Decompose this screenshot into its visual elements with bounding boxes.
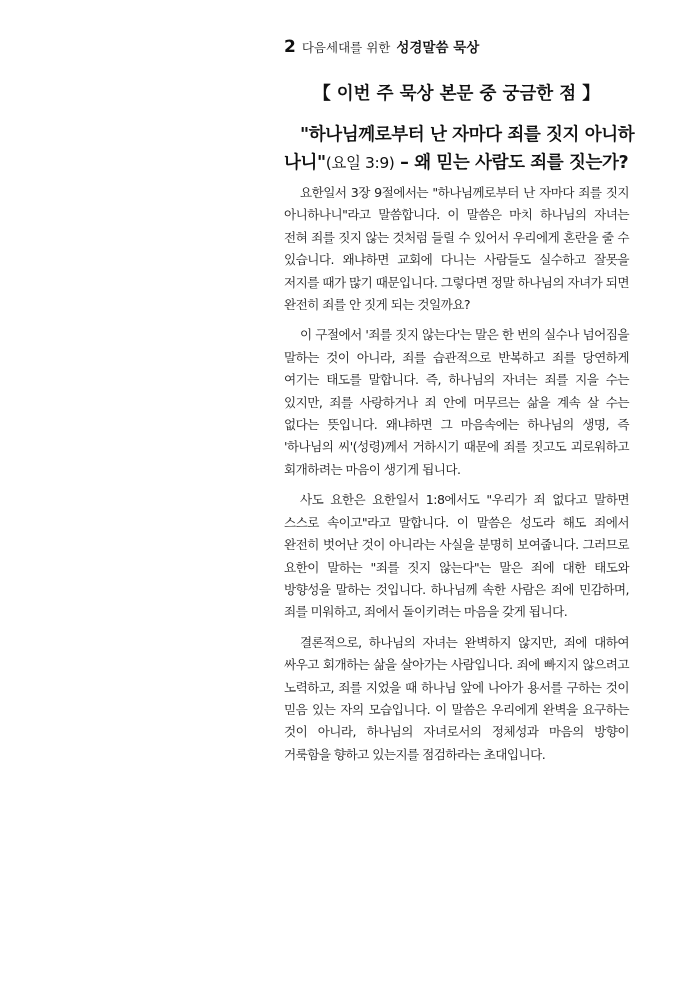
paragraph: 요한일서 3장 9절에서는 "하나님께로부터 난 자마다 죄를 짓지 아니하나니"라고 말씀합니다. 이 말씀은 마치 하나님의 자녀는 전혀 죄를 짓지 않는 것처럼 들릴 수 있어서 우리에게 혼란을 줄 수 있습니다. 왜냐하면 교회에 다니는 사람들도 실수하고 잘못을 저지를 때가 많기 때문입니다. 그렇다면 정말 하나님의 자녀가 되면 완전히 죄를 안 짓게 되는 것일까요?	[284, 185, 629, 313]
paragraph: 결론적으로, 하나님의 자녀는 완벽하지 않지만, 죄에 대하여 싸우고 회개하는 삶을 살아가는 사람입니다. 죄에 빠지지 않으려고 노력하고, 죄를 지었을 때 하나님 앞에 나아가 용서를 구하는 것이 믿음 있는 자의 모습입니다. 이 말씀은 우리에게 완벽을 요구하는 것이 아니라, 하나님의 자녀로서의 정체성과 마음의 방향이 거룩함을 향하고 있는지를 점검하라는 초대입니다.	[284, 634, 629, 762]
running-header	[284, 36, 644, 60]
series-subtitle: 다음세대를 위한	[301, 40, 391, 55]
body-text	[284, 182, 629, 774]
series-title: 성경말씀 묵상	[396, 40, 480, 56]
question-line2	[284, 149, 629, 177]
question-quote-tail: 나니"	[284, 153, 326, 173]
page-number: 2	[284, 37, 296, 57]
question-text: – 왜 믿는 사람도 죄를 짓는가?	[394, 153, 629, 173]
section-heading: 【 이번 주 묵상 본문 중 궁금한 점 】	[313, 84, 600, 104]
paragraph: 사도 요한은 요한일서 1:8에서도 "우리가 죄 없다고 말하면 스스로 속이고"라고 말합니다. 이 말씀은 성도라 해도 죄에서 완전히 벗어난 것이 아니라는 사실을 분명히 보여줍니다. 그러므로 요한이 말하는 "죄를 짓지 않는다"는 말은 죄에 대한 태도와 방향성을 말하는 것입니다. 하나님께 속한 사람은 죄에 민감하며, 죄를 미워하고, 죄에서 돌이키려는 마음을 갖게 됩니다.	[284, 492, 629, 620]
question-quote-line1: "하나님께로부터 난 자마다 죄를 짓지 아니하	[300, 125, 635, 145]
scripture-reference: (요일 3:9)	[325, 154, 395, 172]
question-title	[284, 121, 635, 177]
paragraph: 이 구절에서 '죄를 짓지 않는다'는 말은 한 번의 실수나 넘어짐을 말하는 것이 아니라, 죄를 습관적으로 반복하고 죄를 당연하게 여기는 태도를 말합니다. 즉, 하나님의 자녀는 죄를 지을 수는 있지만, 죄를 사랑하거나 죄 안에 머무르는 삶을 계속 살 수는 없다는 뜻입니다. 왜냐하면 그 마음속에는 하나님의 생명, 즉 '하나님의 씨'(성령)께서 거하시기 때문에 죄를 짓고도 괴로워하고 회개하려는 마음이 생기게 됩니다.	[284, 327, 629, 477]
